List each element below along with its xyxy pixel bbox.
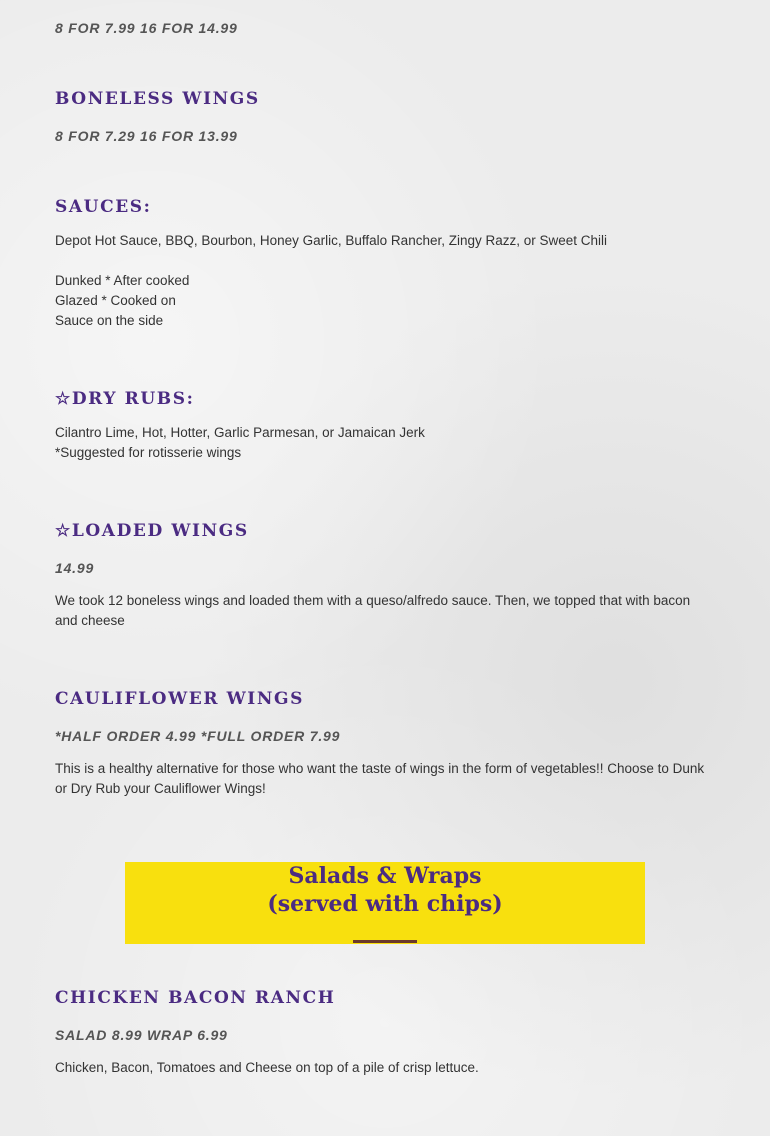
cauliflower-wings-heading: CAULIFLOWER WINGS [55,689,304,709]
sauce-option-dunked: Dunked * After cooked [55,273,190,288]
sauce-option-glazed: Glazed * Cooked on [55,293,176,308]
dry-rubs-heading: ☆DRY RUBS: [55,389,195,409]
chicken-bacon-ranch-description: Chicken, Bacon, Tomatoes and Cheese on top of a pile of crisp lettuce. [55,1060,479,1075]
dry-rubs-note: *Suggested for rotisserie wings [55,445,242,460]
dry-rubs-list: Cilantro Lime, Hot, Hotter, Garlic Parmesan, or Jamaican Jerk [55,425,425,440]
loaded-wings-description: We took 12 boneless wings and loaded them with a queso/alfredo sauce. Then, we topped that with bacon and cheese [55,593,691,628]
cauliflower-wings-price: *HALF ORDER 4.99 *FULL ORDER 7.99 [55,728,341,744]
boneless-wings-price: 8 FOR 7.29 16 FOR 13.99 [55,128,238,144]
sauces-heading: SAUCES: [55,197,152,217]
loaded-wings-price: 14.99 [55,560,95,576]
cauliflower-wings-description: This is a healthy alternative for those who want the taste of wings in the form of vegetables!! Choose to Dunk or Dry Rub your Cauliflower Wings! [55,761,705,796]
chicken-bacon-ranch-price: SALAD 8.99 WRAP 6.99 [55,1027,228,1043]
banner-underline [353,940,417,943]
loaded-wings-heading: ☆LOADED WINGS [55,521,249,541]
sauces-list: Depot Hot Sauce, BBQ, Bourbon, Honey Garlic, Buffalo Rancher, Zingy Razz, or Sweet Chili [55,233,608,248]
boneless-wings-heading: BONELESS WINGS [55,89,260,109]
sauce-option-side: Sauce on the side [55,313,164,328]
salads-wraps-banner [125,862,645,944]
chicken-bacon-ranch-heading: CHICKEN BACON RANCH [55,988,336,1008]
wings-price: 8 FOR 7.99 16 FOR 14.99 [55,20,238,36]
banner-subtitle: (served with chips) [267,891,503,917]
banner-title: Salads & Wraps [288,863,482,889]
